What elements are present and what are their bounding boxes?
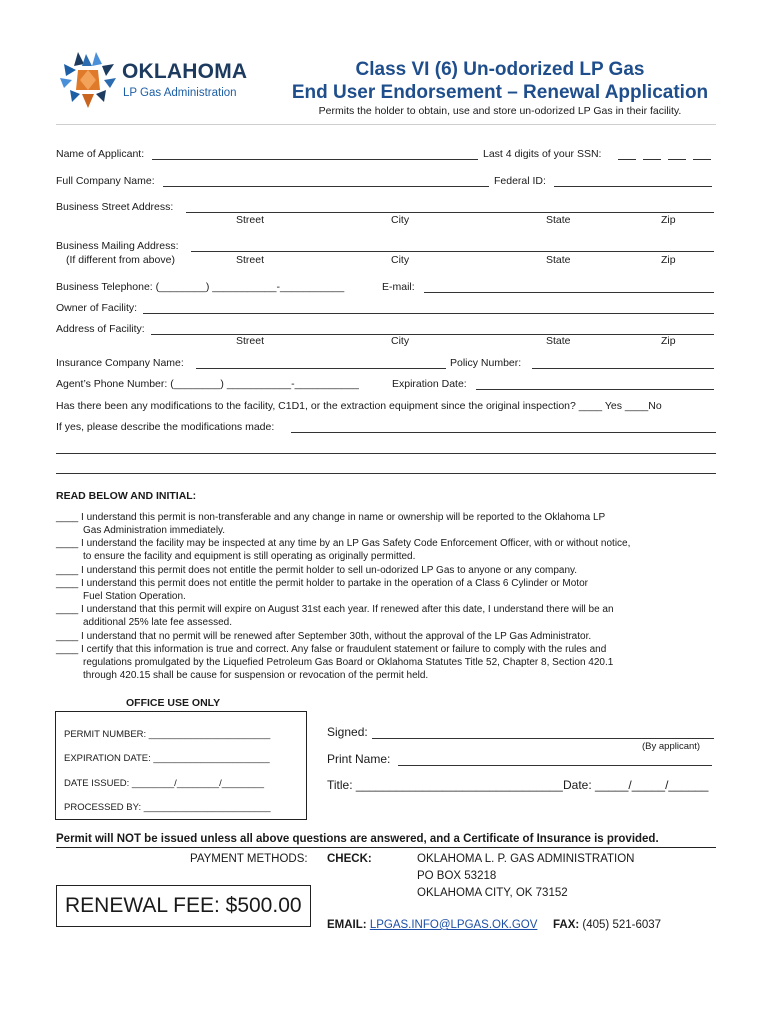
city-sublabel: City [391, 214, 410, 226]
mail-address-line1: OKLAHOMA L. P. GAS ADMINISTRATION [417, 853, 635, 865]
expiration-label: Expiration Date: [392, 378, 467, 390]
facility-address-label: Address of Facility: [56, 323, 145, 335]
page-subtitle: Permits the holder to obtain, use and store un-odorized LP Gas in their facility. [318, 105, 682, 117]
zip-sublabel: Zip [661, 254, 676, 266]
street-sublabel: Street [236, 335, 265, 347]
email-contact-label: EMAIL: [327, 919, 367, 931]
zip-sublabel: Zip [661, 214, 676, 226]
insurance-notice: Permit will NOT be issued unless all above questions are answered, and a Certificate of Insurance is provided. [56, 833, 659, 845]
applicant-field[interactable] [152, 159, 478, 160]
email-link[interactable]: LPGAS.INFO@LPGAS.OK.GOV [369, 919, 538, 931]
agency-logo [56, 50, 256, 112]
initial-line[interactable]: ____ I understand that this permit will expire on August 31st each year. If renewed after this date, I understand there will be an [56, 604, 614, 615]
logo-title: OKLAHOMA [122, 60, 248, 83]
mailing-address-label: Business Mailing Address: [56, 240, 179, 252]
street-address-label: Business Street Address: [56, 201, 174, 213]
expiration-field[interactable] [476, 389, 714, 390]
notice-underline [56, 847, 716, 848]
print-name-label: Print Name: [327, 752, 391, 766]
ssn-label: Last 4 digits of your SSN: [483, 148, 602, 160]
state-sublabel: State [546, 335, 571, 347]
initial-line-cont: regulations promulgated by the Liquefied Petroleum Gas Board or Oklahoma Statutes Title 52, Chapter 8, Section 420.1 [83, 657, 614, 668]
policy-field[interactable] [532, 368, 714, 369]
initial-line[interactable]: ____ I understand this permit does not entitle the permit holder to sell un-odorized LP Gas to anyone or any company. [56, 565, 578, 576]
print-name-field[interactable] [398, 765, 712, 766]
ssn-digit-4[interactable] [693, 159, 711, 160]
modifications-line-2[interactable] [56, 453, 716, 454]
logo-subtitle: LP Gas Administration [123, 87, 237, 99]
signed-label: Signed: [327, 725, 368, 739]
street-sublabel: Street [236, 214, 265, 226]
email-contact [327, 919, 537, 931]
office-use-box [55, 711, 307, 820]
signature-date-field[interactable]: Date: _____/_____/______ [563, 778, 709, 792]
initial-line[interactable]: ____ I certify that this information is true and correct. Any false or fraudulent statement or failure to comply with the rules and [56, 644, 607, 655]
mailing-note: (If different from above) [66, 254, 175, 266]
zip-sublabel: Zip [661, 335, 676, 347]
mailing-address-field[interactable] [191, 251, 714, 252]
insurance-field[interactable] [196, 368, 446, 369]
star-icon [56, 50, 120, 112]
mail-address-line2: PO BOX 53218 [417, 870, 497, 882]
street-address-field[interactable] [186, 212, 714, 213]
initial-line[interactable]: ____ I understand this permit does not entitle the permit holder to partake in the operation of a Class 6 Cylinder or Motor [56, 578, 588, 589]
modifications-desc-label: If yes, please describe the modifications made: [56, 421, 275, 433]
by-applicant-note: (By applicant) [642, 741, 701, 752]
owner-field[interactable] [143, 313, 714, 314]
federal-id-field[interactable] [554, 186, 712, 187]
renewal-fee: RENEWAL FEE: $500.00 [65, 894, 302, 917]
insurance-label: Insurance Company Name: [56, 357, 184, 369]
policy-label: Policy Number: [450, 357, 522, 369]
fax-number: (405) 521-6037 [582, 919, 662, 931]
company-label: Full Company Name: [56, 175, 155, 187]
initial-line[interactable]: ____ I understand the facility may be inspected at any time by an LP Gas Safety Code Enforcement Officer, with or without notice, [56, 538, 631, 549]
initial-line[interactable]: ____ I understand this permit is non-transferable and any change in name or ownership will be reported to the Oklahoma LP [56, 512, 606, 523]
initials-heading: READ BELOW AND INITIAL: [56, 490, 197, 502]
check-label: CHECK: [327, 853, 372, 865]
federal-id-label: Federal ID: [494, 175, 546, 187]
agent-phone-field[interactable]: Agent’s Phone Number: (________) ___________-___________ [56, 378, 359, 390]
initial-line-cont: Fuel Station Operation. [83, 591, 186, 602]
page-title-line2: End User Endorsement – Renewal Application [291, 82, 709, 103]
email-label: E-mail: [382, 281, 415, 293]
owner-label: Owner of Facility: [56, 302, 138, 314]
city-sublabel: City [391, 254, 410, 266]
modifications-line-1[interactable] [291, 432, 716, 433]
date-issued-field[interactable]: DATE ISSUED: ________/________/________ [64, 778, 265, 789]
email-field[interactable] [424, 292, 714, 293]
expiration-date-field[interactable]: EXPIRATION DATE: ______________________ [64, 753, 270, 764]
state-sublabel: State [546, 214, 571, 226]
telephone-field[interactable]: Business Telephone: (________) ___________-___________ [56, 281, 345, 293]
renewal-fee-box [56, 885, 311, 927]
fax-contact [553, 919, 661, 931]
processed-by-field[interactable]: PROCESSED BY: ________________________ [64, 802, 271, 813]
page-title-line1: Class VI (6) Un-odorized LP Gas [355, 59, 645, 80]
initial-line-cont: Gas Administration immediately. [83, 525, 226, 536]
title-field[interactable]: Title: _______________________________ [327, 778, 563, 792]
modifications-line-3[interactable] [56, 473, 716, 474]
company-field[interactable] [163, 186, 489, 187]
mail-address-line3: OKLAHOMA CITY, OK 73152 [417, 887, 568, 899]
state-sublabel: State [546, 254, 571, 266]
header-divider [56, 124, 716, 125]
applicant-label: Name of Applicant: [56, 148, 145, 160]
office-use-heading: OFFICE USE ONLY [126, 697, 221, 709]
fax-label: FAX: [553, 919, 580, 931]
initial-line-cont: additional 25% late fee assessed. [83, 617, 232, 628]
modifications-question[interactable]: Has there been any modifications to the facility, C1D1, or the extraction equipment since the original inspection? ____ Yes ____No [56, 400, 662, 412]
initial-line-cont: through 420.15 shall be cause for suspension or revocation of the permit held. [83, 670, 429, 681]
signed-field[interactable] [372, 738, 714, 739]
ssn-digit-2[interactable] [643, 159, 661, 160]
ssn-digit-1[interactable] [618, 159, 636, 160]
permit-number-field[interactable]: PERMIT NUMBER: _______________________ [64, 729, 271, 740]
payment-methods-label: PAYMENT METHODS: [190, 853, 308, 865]
ssn-digit-3[interactable] [668, 159, 686, 160]
city-sublabel: City [391, 335, 410, 347]
initial-line-cont: to ensure the facility and equipment is still operating as originally permitted. [83, 551, 416, 562]
initial-line[interactable]: ____ I understand that no permit will be renewed after September 30th, without the approval of the LP Gas Administrator. [56, 631, 592, 642]
street-sublabel: Street [236, 254, 265, 266]
